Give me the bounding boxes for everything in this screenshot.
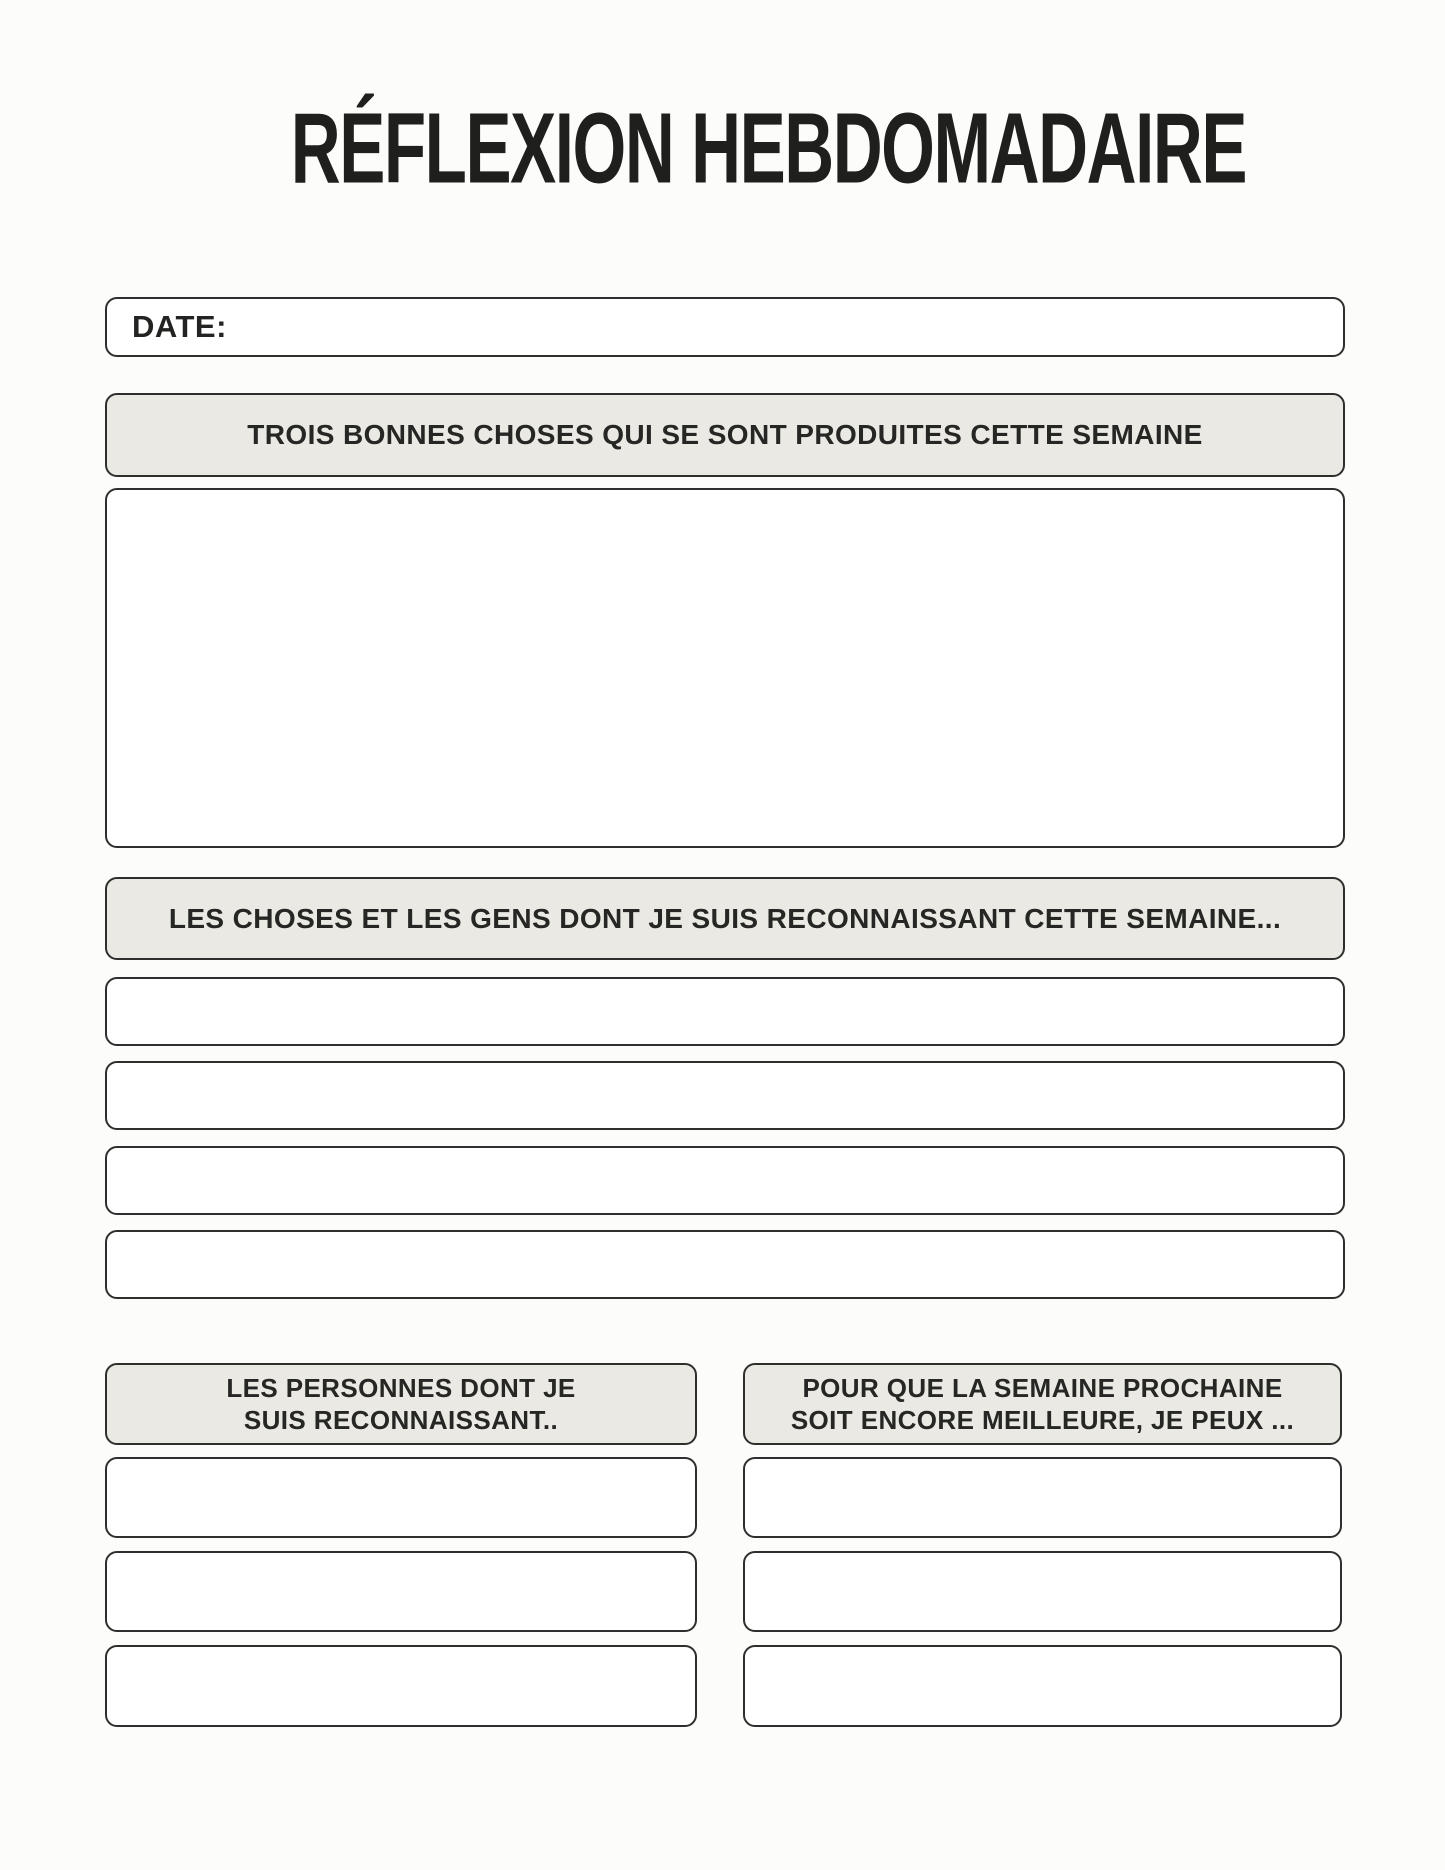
date-field[interactable] xyxy=(105,297,1345,357)
page-title-text: RÉFLEXION HEBDOMADAIRE xyxy=(290,92,1246,205)
section-header-people-line1: LES PERSONNES DONT JE xyxy=(226,1373,576,1403)
section-header-good-things xyxy=(105,393,1345,477)
next-week-line-2[interactable] xyxy=(743,1551,1342,1632)
section-header-next-week xyxy=(743,1363,1342,1445)
people-line-1[interactable] xyxy=(105,1457,697,1538)
section-header-people xyxy=(105,1363,697,1445)
section-header-grateful-label: LES CHOSES ET LES GENS DONT JE SUIS RECONNAISSANT CETTE SEMAINE... xyxy=(168,902,1282,934)
section-header-next-week-line2: SOIT ENCORE MEILLEURE, JE PEUX ... xyxy=(790,1405,1295,1435)
next-week-line-3[interactable] xyxy=(743,1645,1342,1727)
good-things-writing-area[interactable] xyxy=(105,488,1345,848)
section-header-next-week-line1: POUR QUE LA SEMAINE PROCHAINE xyxy=(802,1373,1283,1403)
section-header-grateful xyxy=(105,877,1345,960)
grateful-line-1[interactable] xyxy=(105,977,1345,1046)
people-line-3[interactable] xyxy=(105,1645,697,1727)
next-week-line-1[interactable] xyxy=(743,1457,1342,1538)
page-title xyxy=(105,92,1345,206)
grateful-line-4[interactable] xyxy=(105,1230,1345,1299)
date-label: DATE: xyxy=(132,309,227,344)
date-value[interactable] xyxy=(227,299,1343,355)
section-header-people-line2: SUIS RECONNAISSANT.. xyxy=(243,1405,559,1435)
people-line-2[interactable] xyxy=(105,1551,697,1632)
grateful-line-2[interactable] xyxy=(105,1061,1345,1130)
section-header-good-things-label: TROIS BONNES CHOSES QUI SE SONT PRODUITES CETTE SEMAINE xyxy=(247,419,1203,450)
grateful-line-3[interactable] xyxy=(105,1146,1345,1215)
